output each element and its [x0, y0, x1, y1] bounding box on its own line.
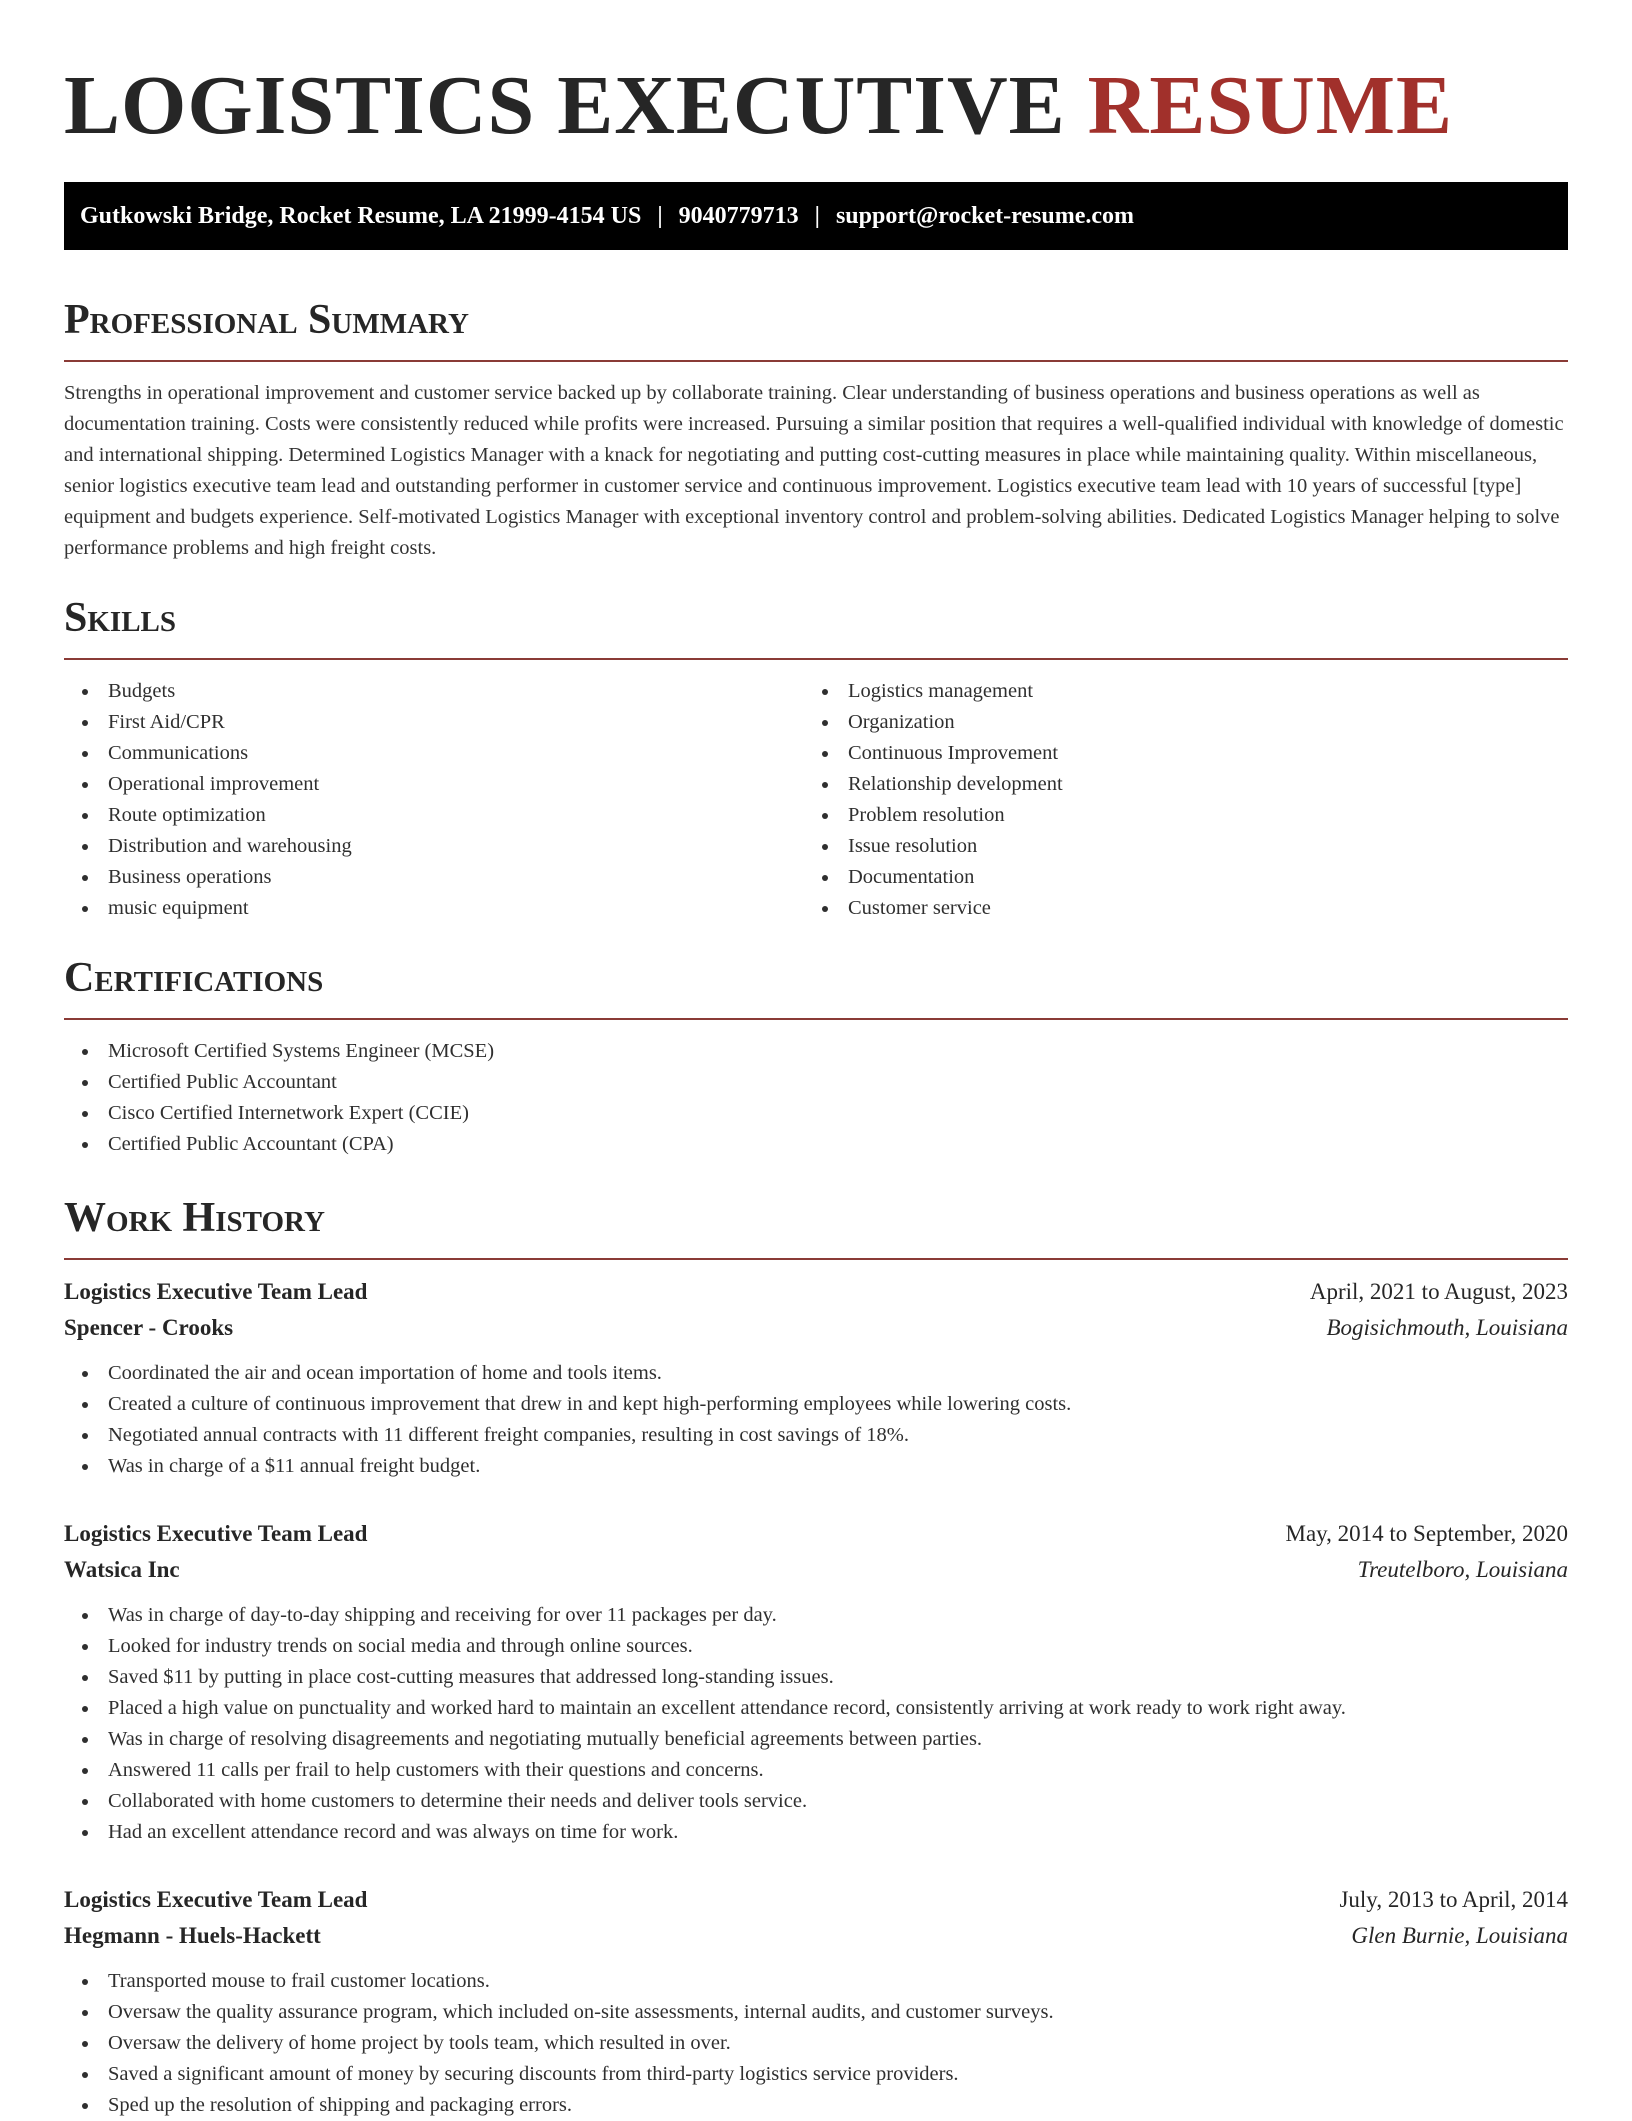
- job-bullet: Negotiated annual contracts with 11 different freight companies, resulting in cost savings of 18%.: [64, 1420, 1568, 1451]
- job-bullets: [64, 1358, 1568, 1482]
- job-bullet: Had an excellent attendance record and was always on time for work.: [64, 1817, 1568, 1848]
- job-bullet: Saved a significant amount of money by securing discounts from third-party logistics service providers.: [64, 2059, 1568, 2090]
- section-divider: [64, 360, 1568, 362]
- job-bullet: Created a culture of continuous improvement that drew in and kept high-performing employees while lowering costs.: [64, 1389, 1568, 1420]
- skill-item: Route optimization: [64, 800, 804, 831]
- skill-item: Issue resolution: [804, 831, 1544, 862]
- job-location: Glen Burnie, Louisiana: [1351, 1923, 1568, 1948]
- job-dates: April, 2021 to August, 2023: [1309, 1279, 1568, 1304]
- job-bullet: Collaborated with home customers to determine their needs and deliver tools service.: [64, 1786, 1568, 1817]
- job-header-row: [64, 1882, 1568, 1918]
- summary-section: [64, 292, 1568, 564]
- job-bullet: Coordinated the air and ocean importation of home and tools items.: [64, 1358, 1568, 1389]
- skill-item: Problem resolution: [804, 800, 1544, 831]
- section-divider: [64, 658, 1568, 660]
- section-divider: [64, 1258, 1568, 1260]
- job-bullets: [64, 1966, 1568, 2121]
- job-company: Spencer - Crooks: [64, 1315, 234, 1340]
- job-header-row: [64, 1516, 1568, 1552]
- job-bullet: Sped up the resolution of shipping and packaging errors.: [64, 2090, 1568, 2121]
- job-location: Treutelboro, Louisiana: [1357, 1557, 1568, 1582]
- job-entry: [64, 1274, 1568, 1482]
- job-bullet: Was in charge of resolving disagreements and negotiating mutually beneficial agreements between parties.: [64, 1724, 1568, 1755]
- summary-text: Strengths in operational improvement and customer service backed up by collaborate training. Clear understanding of business operations and business operations as well as documentation training. Costs were consistently reduced while profits were increased. Pursuing a similar position that requires a well-qualified individual with knowledge of domestic and international shipping. Determined Logistics Manager with a knack for negotiating and putting cost-cutting measures in place while maintaining quality. Within miscellaneous, senior logistics executive team lead and outstanding performer in customer service and continuous improvement. Logistics executive team lead with 10 years of successful [type] equipment and budgets experience. Self-motivated Logistics Manager with exceptional inventory control and problem-solving abilities. Dedicated Logistics Manager helping to solve performance problems and high freight costs.: [64, 382, 1564, 559]
- section-heading: Professional Summary: [64, 297, 469, 343]
- page-title: [64, 0, 1568, 156]
- skill-item: Budgets: [64, 676, 804, 707]
- skill-item: Communications: [64, 738, 804, 769]
- job-entry: [64, 1882, 1568, 2121]
- skill-item: music equipment: [64, 893, 804, 924]
- job-company: Watsica Inc: [64, 1557, 180, 1582]
- job-company-row: [64, 1918, 1568, 1954]
- skill-item: First Aid/CPR: [64, 707, 804, 738]
- contact-bar: [64, 182, 1568, 250]
- job-dates: May, 2014 to September, 2020: [1285, 1521, 1568, 1546]
- job-title: Logistics Executive Team Lead: [64, 1279, 368, 1304]
- certification-item: Certified Public Accountant: [64, 1067, 1568, 1098]
- job-bullet: Placed a high value on punctuality and worked hard to maintain an excellent attendance record, consistently arriving at work ready to work right away.: [64, 1693, 1568, 1724]
- job-bullet: Was in charge of a $11 annual freight budget.: [64, 1451, 1568, 1482]
- contact-separator: |: [657, 203, 663, 229]
- skill-item: Business operations: [64, 862, 804, 893]
- skill-item: Organization: [804, 707, 1544, 738]
- skills-section: [64, 590, 1568, 924]
- job-bullet: Oversaw the quality assurance program, which included on-site assessments, internal audits, and customer surveys.: [64, 1997, 1568, 2028]
- skills-right-list: [804, 676, 1544, 924]
- skill-item: Operational improvement: [64, 769, 804, 800]
- job-bullet: Saved $11 by putting in place cost-cutting measures that addressed long-standing issues.: [64, 1662, 1568, 1693]
- job-dates: July, 2013 to April, 2014: [1339, 1887, 1568, 1912]
- skill-item: Continuous Improvement: [804, 738, 1544, 769]
- job-title: Logistics Executive Team Lead: [64, 1887, 368, 1912]
- job-list: [64, 1274, 1568, 2121]
- contact-separator: |: [814, 203, 820, 229]
- section-heading: Skills: [64, 595, 177, 641]
- skill-item: Distribution and warehousing: [64, 831, 804, 862]
- title-accent: RESUME: [1087, 59, 1454, 152]
- skill-item: Customer service: [804, 893, 1544, 924]
- certification-item: Certified Public Accountant (CPA): [64, 1129, 1568, 1160]
- job-company: Hegmann - Huels-Hackett: [64, 1923, 321, 1948]
- certification-item: Microsoft Certified Systems Engineer (MCSE): [64, 1036, 1568, 1067]
- work-history-section: [64, 1190, 1568, 2121]
- skill-item: Documentation: [804, 862, 1544, 893]
- job-company-row: [64, 1310, 1568, 1346]
- contact-email[interactable]: support@rocket-resume.com: [835, 203, 1135, 229]
- job-entry: [64, 1516, 1568, 1848]
- section-divider: [64, 1018, 1568, 1020]
- job-bullet: Oversaw the delivery of home project by tools team, which resulted in over.: [64, 2028, 1568, 2059]
- job-bullet: Transported mouse to frail customer locations.: [64, 1966, 1568, 1997]
- skills-grid: [64, 676, 1568, 924]
- title-main: LOGISTICS EXECUTIVE: [64, 59, 1066, 152]
- skill-item: Relationship development: [804, 769, 1544, 800]
- job-header-row: [64, 1274, 1568, 1310]
- certifications-section: [64, 950, 1568, 1160]
- job-location: Bogisichmouth, Louisiana: [1326, 1315, 1568, 1340]
- section-heading: Certifications: [64, 955, 324, 1001]
- skills-left-list: [64, 676, 804, 924]
- job-bullet: Was in charge of day-to-day shipping and receiving for over 11 packages per day.: [64, 1600, 1568, 1631]
- job-bullet: Answered 11 calls per frail to help customers with their questions and concerns.: [64, 1755, 1568, 1786]
- skill-item: Logistics management: [804, 676, 1544, 707]
- certification-item: Cisco Certified Internetwork Expert (CCIE): [64, 1098, 1568, 1129]
- job-title: Logistics Executive Team Lead: [64, 1521, 368, 1546]
- job-bullet: Looked for industry trends on social media and through online sources.: [64, 1631, 1568, 1662]
- certifications-list: [64, 1036, 1568, 1160]
- contact-phone: 9040779713: [678, 203, 799, 229]
- contact-address: Gutkowski Bridge, Rocket Resume, LA 21999-4154 US: [80, 203, 642, 229]
- job-bullets: [64, 1600, 1568, 1848]
- job-company-row: [64, 1552, 1568, 1588]
- section-heading: Work History: [64, 1195, 325, 1241]
